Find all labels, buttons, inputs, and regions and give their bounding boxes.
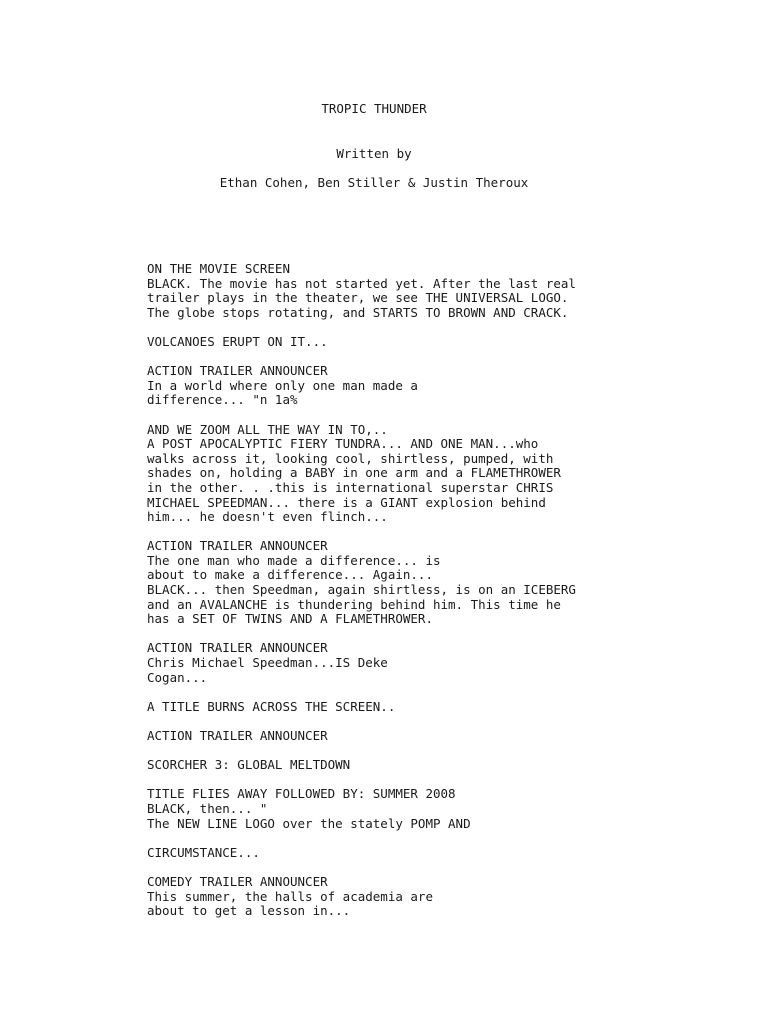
script-line: SCORCHER 3: GLOBAL MELTDOWN: [147, 757, 351, 773]
script-line: In a world where only one man made a: [147, 377, 418, 393]
script-line: COMEDY TRAILER ANNOUNCER: [147, 873, 328, 889]
script-line: The NEW LINE LOGO over the stately POMP AND: [147, 815, 471, 831]
blank-line: [147, 714, 747, 729]
script-body: [147, 262, 747, 919]
script-line: BLACK, then... ": [147, 800, 268, 816]
script-line: AND WE ZOOM ALL THE WAY IN TO,..: [147, 421, 388, 437]
script-line: difference... "n 1a%: [147, 392, 298, 408]
script-line: ACTION TRAILER ANNOUNCER: [147, 640, 328, 656]
written-by-label: Written by: [336, 146, 412, 161]
blank-line: [147, 320, 747, 335]
script-line: MICHAEL SPEEDMAN... there is a GIANT explosion behind: [147, 494, 546, 510]
blank-line: [147, 627, 747, 642]
script-line: trailer plays in the theater, we see THE UNIVERSAL LOGO.: [147, 290, 569, 306]
script-line: ACTION TRAILER ANNOUNCER: [147, 728, 328, 743]
blank-line: [147, 831, 747, 846]
script-line: in the other. . .this is international superstar CHRIS: [147, 479, 554, 495]
script-line: A POST APOCALYPTIC FIERY TUNDRA... AND ONE MAN...who: [147, 436, 539, 452]
script-line: Chris Michael Speedman...IS Deke: [147, 655, 388, 671]
script-line: and an AVALANCHE is thundering behind him. This time he: [147, 596, 561, 612]
script-line: Cogan...: [147, 669, 208, 685]
script-line: The globe stops rotating, and STARTS TO BROWN AND CRACK.: [147, 304, 569, 320]
blank-line: [147, 525, 747, 540]
script-line: him... he doesn't even flinch...: [147, 509, 388, 525]
blank-line: [147, 744, 747, 759]
script-line: shades on, holding a BABY in one arm and a FLAMETHROWER: [147, 465, 561, 481]
script-line: ON THE MOVIE SCREEN: [147, 261, 290, 276]
script-line: about to get a lesson in...: [147, 903, 351, 919]
script-line: CIRCUMSTANCE...: [147, 844, 260, 860]
script-line: VOLCANOES ERUPT ON IT...: [147, 333, 328, 349]
script-line: The one man who made a difference... is: [147, 552, 441, 568]
script-title: TROPIC THUNDER: [321, 101, 427, 116]
authors-line: Ethan Cohen, Ben Stiller & Justin Theroux: [219, 175, 529, 190]
script-line: BLACK... then Speedman, again shirtless, is on an ICEBERG: [147, 582, 576, 598]
script-line: about to make a difference... Again...: [147, 567, 433, 583]
script-line: walks across it, looking cool, shirtless, pumped, with: [147, 450, 554, 466]
blank-line: [147, 408, 747, 423]
script-line: ACTION TRAILER ANNOUNCER: [147, 538, 328, 554]
script-line: ACTION TRAILER ANNOUNCER: [147, 363, 328, 379]
blank-line: [147, 773, 747, 788]
script-line: This summer, the halls of academia are: [147, 888, 433, 904]
script-line: TITLE FLIES AWAY FOLLOWED BY: SUMMER 2008: [147, 786, 456, 802]
script-line: A TITLE BURNS ACROSS THE SCREEN..: [147, 698, 396, 714]
blank-line: [147, 350, 747, 365]
script-line: has a SET OF TWINS AND A FLAMETHROWER.: [147, 611, 433, 627]
blank-line: [147, 860, 747, 875]
blank-line: [147, 685, 747, 700]
script-line: BLACK. The movie has not started yet. After the last real: [147, 275, 576, 291]
